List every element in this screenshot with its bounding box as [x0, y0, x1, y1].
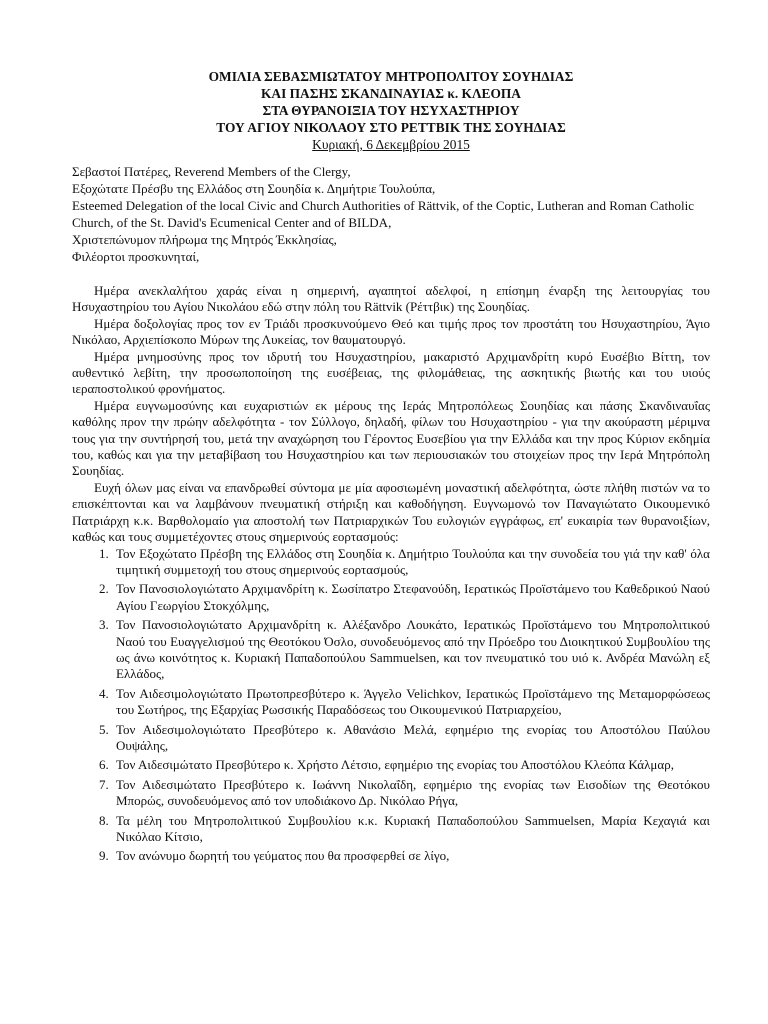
list-item: 3. Τον Πανοσιολογιώτατο Αρχιμανδρίτη κ. Αλέξανδρο Λουκάτο, Ιερατικώς Προϊστάμενο του Μητροπολιτικού Ναού του Ευαγγελισμού της Θεοτόκου Όσλο, συνοδευόμενος από την Πρόεδρο του Διοικητικού Συμβουλίου της ως άνω κοινότητος κ. Κυριακή Παπαδοπούλου Sammuelsen, και τον πνευματικό του υιό κ. Ανδρέα Μανώλη εξ Ελλάδος,	[112, 617, 710, 683]
body-paragraph: Ημέρα δοξολογίας προς τον εν Τριάδι προσκυνούμενο Θεό και τιμής προς τον προστάτη του Ησυχαστηρίου, Άγιο Νικόλαο, Αρχιεπίσκοπο Μύρων της Λυκείας, τον θαυματουργό.	[72, 315, 710, 348]
body-paragraph: Ημέρα μνημοσύνης προς τον ιδρυτή του Ησυχαστηρίου, μακαριστό Αρχιμανδρίτη κυρό Ευσέβιο Βίττη, τον αυθεντικό λεβίτη, την προσωποποίηση της ευσέβειας, της φιλομάθειας, της ασκητικής βιωτής και του υιούς ιεραποστολικού φρονήματος.	[72, 348, 710, 397]
salutation-block	[72, 163, 710, 265]
title-block	[72, 68, 710, 153]
list-item: 9. Τον ανώνυμο δωρητή του γεύματος που θα προσφερθεί σε λίγο,	[112, 848, 710, 864]
title-line: ΤΟΥ ΑΓΙΟΥ ΝΙΚΟΛΑΟΥ ΣΤΟ ΡΕΤΤΒΙΚ ΤΗΣ ΣΟΥΗΔΙΑΣ	[216, 120, 566, 135]
list-item: 2. Τον Πανοσιολογιώτατο Αρχιμανδρίτη κ. Σωσίπατρο Στεφανούδη, Ιερατικώς Προϊστάμενο του Καθεδρικού Ναού Αγίου Γεωργίου Στοκχόλμης,	[112, 581, 710, 614]
salutation-line: Σεβαστοί Πατέρες, Reverend Members of the Clergy,	[72, 164, 351, 179]
body-text-block	[72, 283, 710, 546]
body-paragraph: Ευχή όλων μας είναι να επανδρωθεί σύντομα με μία αφοσιωμένη μοναστική αδελφότητα, ώστε πλήθη πιστών να το επισκέπτονται και να λαμβάνουν πνευματική στήριξη και καθοδήγηση. Ευγνωμονώ τον Παναγιώτατο Οικουμενικό Πατριάρχη κ.κ. Βαρθολομαίο για αποστολή των Πατριαρχικών Του ευλογιών εγγράφως, επ' ευκαιρία των θυρανοιξίων, καθώς και τους συμμετέχοντες στους σημερινούς εορτασμούς:	[72, 479, 710, 545]
salutation-line: Εξοχώτατε Πρέσβυ της Ελλάδος στη Σουηδία κ. Δημήτριε Τουλούπα,	[72, 181, 436, 196]
salutation-line: Φιλέορτοι προσκυνηταί,	[72, 249, 200, 264]
list-item: 7. Τον Αιδεσιμώτατο Πρεσβύτερο κ. Ιωάννη Νικολαΐδη, εφημέριο της ενορίας των Εισοδίων της Θεοτόκου Μπορώς, συνοδευόμενος από τον υποδιάκονο Δρ. Νικόλαο Ρήγα,	[112, 777, 710, 810]
list-item: 6. Τον Αιδεσιμώτατο Πρεσβύτερο κ. Χρήστο Λέτσιο, εφημέριο της ενορίας του Αποστόλου Κλεόπα Κάλμαρ,	[112, 757, 710, 773]
body-paragraph: Ημέρα ανεκλαλήτου χαράς είναι η σημερινή, αγαπητοί αδελφοί, η επίσημη έναρξη της λειτουργίας του Ησυχαστηρίου του Αγίου Νικολάου εδώ στην πόλη του Rättvik (Ρέττβικ) της Σουηδίας.	[72, 283, 710, 315]
body-paragraph: Ημέρα ευγνωμοσύνης και ευχαριστιών εκ μέρους της Ιεράς Μητροπόλεως Σουηδίας και πάσης Σκανδιναυΐας καθόλης προν την πρώην αδελφότητα - τον Σύλλογο, δηλαδή, φίλων του Ησυχαστηρίου - για την ακούραστη μέριμνα τους για την συντήρησή του, μετά την αναχώρηση του Γέροντος Ευσεβίου για την Ελλάδα και την προς Κύριον εκδημία του, καθώς και για την μεταβίβαση του Ησυχαστηρίου και των περιουσιακών του στοιχείων προς την Ιερά Μητρόπολη Σουηδίας.	[72, 397, 710, 479]
title-line: ΣΤΑ ΘΥΡΑΝΟΙΞΙΑ ΤΟΥ ΗΣΥΧΑΣΤΗΡΙΟΥ	[262, 103, 520, 118]
list-item: 4. Τον Αιδεσιμολογιώτατο Πρωτοπρεσβύτερο κ. Άγγελο Velichkov, Ιερατικώς Προϊστάμενο της Μεταμορφώσεως του Σωτήρος, της Εξαρχίας Ρωσσικής Παραδόσεως του Οικουμενικού Πατριαρχείου,	[112, 686, 710, 719]
list-item: 1. Τον Εξοχώτατο Πρέσβη της Ελλάδος στη Σουηδία κ. Δημήτριο Τουλούπα και την συνοδεία του γιά την καθ' όλα τιμητική συμμετοχή του στους σημερινούς εορτασμούς,	[112, 546, 710, 579]
salutation-line: Esteemed Delegation of the local Civic and Church Authorities of Rättvik, of the Coptic, Lutheran and Roman Catholic Church, of the St. David's Ecumenical Center and of BILDA,	[72, 198, 695, 230]
document-date: Κυριακή, 6 Δεκεμβρίου 2015	[312, 137, 470, 152]
list-item: 5. Τον Αιδεσιμολογιώτατο Πρεσβύτερο κ. Αθανάσιο Μελά, εφημέριο της ενορίας του Αποστόλου Παύλου Ουψάλης,	[112, 722, 710, 755]
title-line: ΟΜΙΛΙΑ ΣΕΒΑΣΜΙΩΤΑΤΟΥ ΜΗΤΡΟΠΟΛΙΤΟΥ ΣΟΥΗΔΙΑΣ	[208, 69, 574, 84]
salutation-line: Χριστεπώνυμον πλήρωμα της Μητρός Έκκλησίας,	[72, 232, 337, 247]
acknowledgement-list	[72, 546, 710, 865]
title-line: ΚΑΙ ΠΑΣΗΣ ΣΚΑΝΔΙΝΑΥΙΑΣ κ. ΚΛΕΟΠΑ	[261, 86, 521, 101]
list-item: 8. Τα μέλη του Μητροπολιτικού Συμβουλίου κ.κ. Κυριακή Παπαδοπούλου Sammuelsen, Μαρία Κεχαγιά και Νικόλαο Κίτσιο,	[112, 813, 710, 846]
